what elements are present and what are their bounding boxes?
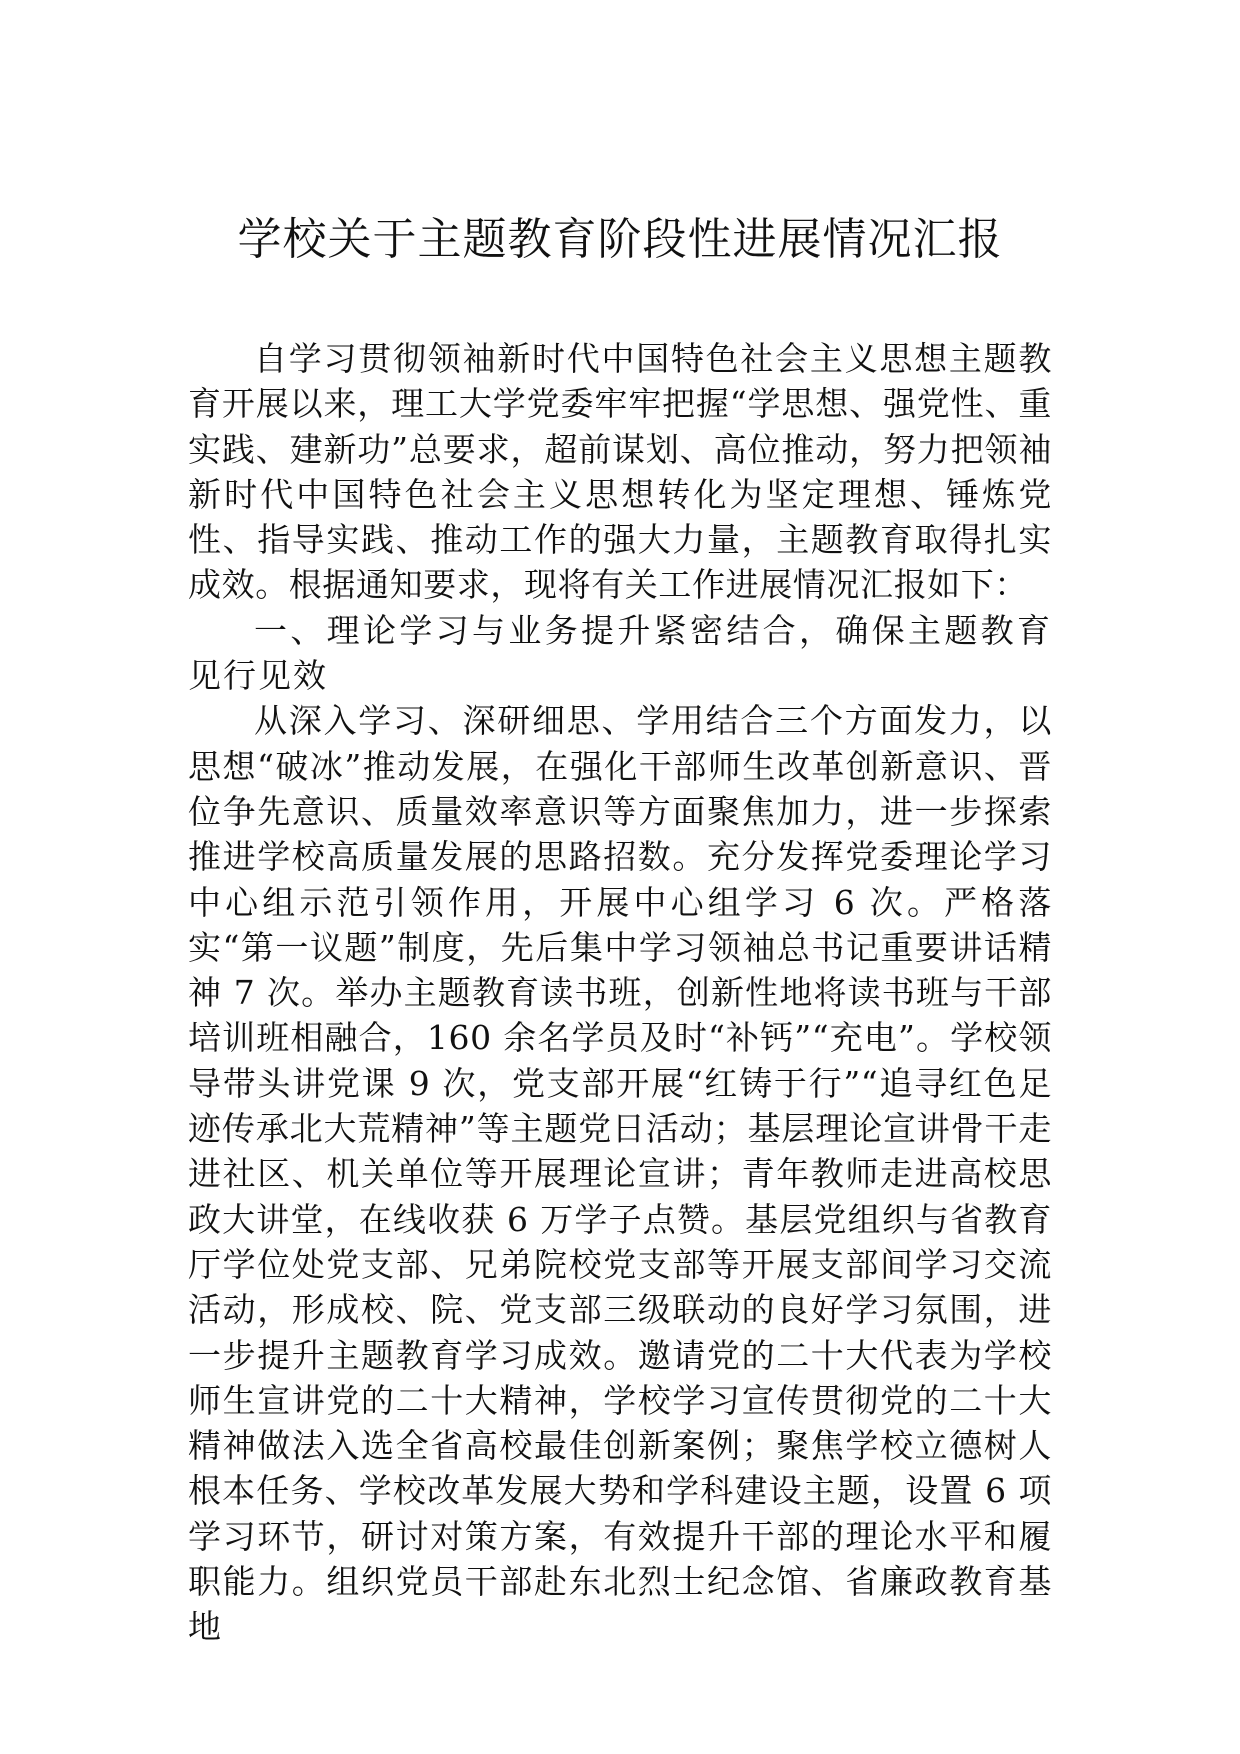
section-heading-1: 一、理论学习与业务提升紧密结合，确保主题教育见行见效: [188, 610, 1052, 696]
document-body: [188, 336, 1052, 1650]
section-1-paragraph: 从深入学习、深研细思、学用结合三个方面发力，以思想“破冰”推动发展，在强化干部师生改革创新意识、晋位争先意识、质量效率意识等方面聚焦加力，进一步探索推进学校高质量发展的思路招数。充分发挥党委理论学习中心组示范引领作用，开展中心组学习 6 次。严格落实“第一议题”制度，先后集中学习领袖总书记重要讲话精神 7 次。举办主题教育读书班，创新性地将读书班与干部培训班相融合，160 余名学员及时“补钙”“充电”。学校领导带头讲党课 9 次，党支部开展“红铸于行”“追寻红色足迹传承北大荒精神”等主题党日活动；基层理论宣讲骨干走进社区、机关单位等开展理论宣讲；青年教师走进高校思政大讲堂，在线收获 6 万学子点赞。基层党组织与省教育厅学位处党支部、兄弟院校党支部等开展支部间学习交流活动，形成校、院、党支部三级联动的良好学习氛围，进一步提升主题教育学习成效。邀请党的二十大代表为学校师生宣讲党的二十大精神，学校学习宣传贯彻党的二十大精神做法入选全省高校最佳创新案例；聚焦学校立德树人根本任务、学校改革发展大势和学科建设主题，设置 6 项学习环节，研讨对策方案，有效提升干部的理论水平和履职能力。组织党员干部赴东北烈士纪念馆、省廉政教育基地: [188, 701, 1052, 1647]
intro-paragraph: 自学习贯彻领袖新时代中国特色社会主义思想主题教育开展以来，理工大学党委牢牢把握“学思想、强党性、重实践、建新功”总要求，超前谋划、高位推动，努力把领袖新时代中国特色社会主义思想转化为坚定理想、锤炼党性、指导实践、推动工作的强大力量，主题教育取得扎实成效。根据通知要求，现将有关工作进展情况汇报如下：: [188, 339, 1052, 605]
document-title: 学校关于主题教育阶段性进展情况汇报: [237, 214, 1003, 265]
